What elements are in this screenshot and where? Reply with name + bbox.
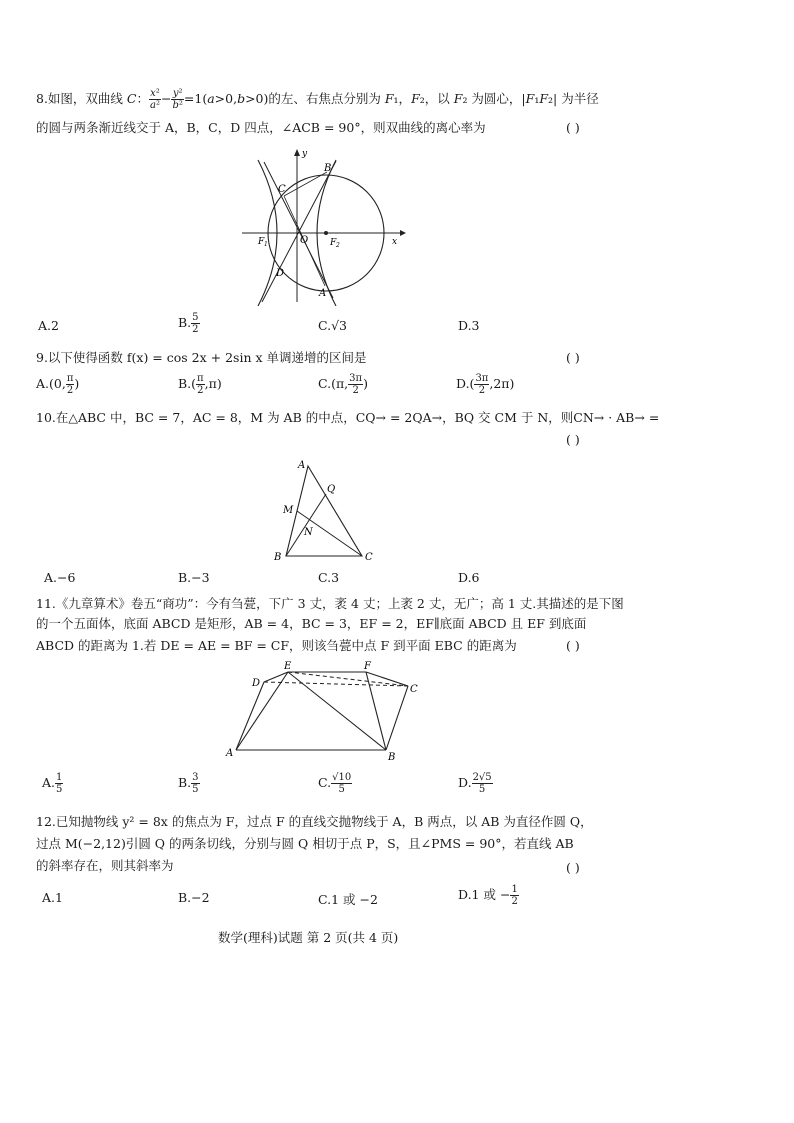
q8-option-a: A.2 [38,318,59,333]
q11-option-d: D. $\frac{2√5}{5}$ [458,772,492,795]
fraction: $\frac{5}{2}$ [192,312,199,335]
label-D: D [276,268,285,279]
q9-option-d: D.( $\frac{3\pi}{2}$ ,2π) [456,373,515,396]
q12-line2: 过点 M(−2,12)引圆 Q 的两条切线，分别与圆 Q 相切于点 P，S，且∠PMS = 90°，若直线 AB [36,836,574,851]
q12-line1: 12.已知抛物线 y² = 8x 的焦点为 F，过点 F 的直线交抛物线于 A，B 两点，以 AB 为直径作圆 Q， [36,814,593,829]
q11-line2: 的一个五面体，底面 ABCD 是矩形，AB = 4，BC = 3，EF = 2，EF∥底面 ABCD 且 EF 到底面 [36,616,587,631]
q11-line3: ABCD 的距离为 1.若 DE = AE = BF = CF，则该刍甍中点 F 到平面 EBC 的距离为 [36,638,517,653]
segment-CB [284,172,327,196]
fraction: $\frac{1}{5}$ [56,772,63,795]
label-M: M [283,505,294,516]
fraction: $\frac{\text{y²}}{\text{b²}}$ [172,88,183,111]
edge-BC [386,686,408,750]
label-F1: F [258,237,265,247]
q12-line3: 的斜率存在，则其斜率为 [36,858,174,873]
q8-answer-paren: ( ) [566,120,580,135]
fraction: $\frac{\text{x²}}{\text{a²}}$ [150,88,160,111]
focus-F2-dot [324,231,328,235]
y-axis-arrow [294,149,300,156]
label-A: A [226,748,234,759]
q9-option-b: B.( $\frac{\pi}{2}$ ,π) [178,373,222,396]
q11-option-c: C. $\frac{√10}{5}$ [318,772,352,795]
label-A: A [319,288,327,299]
page-footer: 数学(理科)试题 第 2 页(共 4 页) [218,930,399,945]
q12-option-c: C.1 或 −2 [318,892,378,907]
label-Q: Q [327,484,336,495]
label-E: E [284,661,292,672]
fraction: $\frac{3\pi}{2}$ [475,373,489,396]
label-F: F [364,661,371,672]
fraction: $\frac{3}{5}$ [192,772,199,795]
label-D: D [252,678,261,689]
label-C: C [410,684,418,695]
x-axis-arrow [400,230,406,236]
edge-DC [264,682,408,686]
q11-line1: 11.《九章算术》卷五“商功”：今有刍甍，下广 3 丈，袤 4 丈；上袤 2 丈，无广；高 1 丈.其描述的是下图 [36,596,624,611]
segment-BQ [286,494,326,556]
label-B: B [388,752,396,763]
q10-option-d: D.6 [458,570,480,585]
label-A: A [298,460,306,471]
q10-option-b: B.−3 [178,570,210,585]
edge-FB [366,672,386,750]
q8-option-b: B. $\frac{5}{2}$ [178,312,199,335]
fraction: $\frac{\pi}{2}$ [66,373,74,396]
q10-triangle-figure [268,456,384,564]
label-N: N [304,527,313,538]
q11-answer-paren: ( ) [566,638,580,653]
label-C: C [278,184,286,195]
q9-line1: 9.以下使得函数 f(x) = cos 2x + 2sin x 单调递增的区间是 [36,350,367,365]
fraction: $\frac{\pi}{2}$ [197,373,204,396]
fraction: $\frac{2√5}{5}$ [472,772,492,795]
fraction: $\frac{√10}{5}$ [332,772,352,795]
label-C: C [365,552,373,563]
q9-answer-paren: ( ) [566,350,580,365]
q10-option-c: C.3 [318,570,340,585]
q12-answer-paren: ( ) [566,860,580,875]
label-F2: F [330,238,337,248]
label-F1-sub: 1 [264,241,268,248]
q10-option-a: A.−6 [44,570,76,585]
q8-option-c: C.√3 [318,318,348,333]
label-F2-sub: 2 [336,242,340,249]
q8-line2: 的圆与两条渐近线交于 A，B，C，D 四点，∠ACB = 90°，则双曲线的离心率为 [36,120,486,135]
label-y: y [302,149,308,159]
label-x: x [392,237,398,247]
q8-hyperbola-figure [240,146,410,306]
q10-answer-paren: ( ) [566,432,580,447]
fraction: $\frac{3\pi}{2}$ [349,373,363,396]
q11-option-a: A. $\frac{1}{5}$ [42,772,63,795]
fraction: $\frac{1}{2}$ [511,884,518,907]
q12-option-b: B.−2 [178,890,210,905]
label-B: B [274,552,282,563]
edge-AD [236,682,264,750]
q8-option-d: D.3 [458,318,480,333]
q9-option-c: C.(π, $\frac{3\pi}{2}$ ) [318,373,368,396]
label-B: B [324,163,332,174]
q12-option-a: A.1 [42,890,63,905]
q11-option-b: B. $\frac{3}{5}$ [178,772,199,795]
q8-line1: 8.如图，双曲线 C： $\frac{\text{x²}}{\text{a²}}$ − $\frac{\text{y²}}{\text{b²}}$ =1(a>0,b>0)的左、右焦点分别为 F₁，F₂，以 F₂ 为圆心，|F₁F₂| 为半径 [36,88,599,111]
edge-AE [236,672,288,750]
q9-option-a: A.(0, $\frac{\pi}{2}$ ) [36,373,80,396]
q10-line1: 10.在△ABC 中，BC = 7，AC = 8，M 为 AB 的中点，CQ→ = 2QA→，BQ 交 CM 于 N，则CN→ · AB→ = [36,410,660,425]
q12-option-d: D.1 或 − $\frac{1}{2}$ [458,884,518,907]
q11-pentahedron-figure [222,656,426,766]
label-O: O [300,235,309,246]
